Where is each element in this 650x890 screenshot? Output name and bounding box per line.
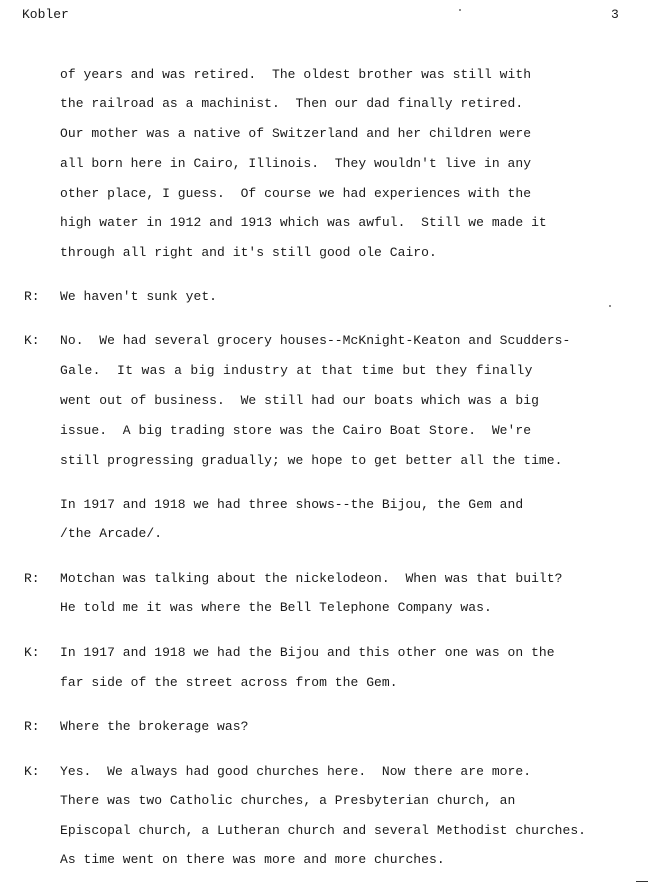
paragraph-line: In 1917 and 1918 we had the Bijou and this other one was on the (60, 645, 555, 660)
speaker-label: K: (24, 764, 40, 779)
paragraph-line: Yes. We always had good churches here. Now there are more. (60, 764, 532, 779)
paragraph-line: As time went on there was more and more churches. (60, 852, 445, 867)
paragraph-line: the railroad as a machinist. Then our dad finally retired. (60, 96, 524, 111)
paragraph-line: issue. A big trading store was the Cairo Boat Store. We're (60, 423, 532, 438)
paragraph-line: Episcopal church, a Lutheran church and several Methodist churches. (60, 823, 587, 838)
scan-speck (459, 9, 461, 11)
paragraph-line: In 1917 and 1918 we had three shows--the Bijou, the Gem and (60, 497, 524, 512)
paragraph-line: high water in 1912 and 1913 which was awful. Still we made it (60, 215, 547, 230)
speaker-label: R: (24, 289, 40, 304)
page-number: 3 (611, 7, 619, 22)
paragraph-line: of years and was retired. The oldest brother was still with (60, 67, 532, 82)
paragraph-line: all born here in Cairo, Illinois. They wouldn't live in any (60, 156, 532, 171)
speaker-label: R: (24, 719, 40, 734)
paragraph-line: Motchan was talking about the nickelodeon. When was that built? (60, 571, 563, 586)
paragraph-line: We haven't sunk yet. (60, 289, 218, 304)
paragraph-line: far side of the street across from the Gem. (60, 675, 398, 690)
paragraph-line: went out of business. We still had our boats which was a big (60, 393, 539, 408)
page-header-name: Kobler (22, 7, 69, 22)
paragraph-line: still progressing gradually; we hope to get better all the time. (60, 453, 563, 468)
paragraph-line: Our mother was a native of Switzerland and her children were (60, 126, 532, 141)
paragraph-line: Where the brokerage was? (60, 719, 249, 734)
paragraph-line: /the Arcade/. (60, 526, 163, 541)
paragraph-line: There was two Catholic churches, a Presbyterian church, an (60, 793, 516, 808)
scan-speck (609, 305, 611, 307)
speaker-label: K: (24, 645, 40, 660)
speaker-label: R: (24, 571, 40, 586)
speaker-label: K: (24, 333, 40, 348)
paragraph-line: No. We had several grocery houses--McKnight-Keaton and Scudders- (60, 333, 571, 348)
scan-mark (636, 881, 648, 882)
paragraph-line: Gale. It was a big industry at that time but they finally (60, 363, 533, 378)
paragraph-line: other place, I guess. Of course we had experiences with the (60, 186, 532, 201)
paragraph-line: He told me it was where the Bell Telephone Company was. (60, 600, 492, 615)
paragraph-line: through all right and it's still good ole Cairo. (60, 245, 437, 260)
